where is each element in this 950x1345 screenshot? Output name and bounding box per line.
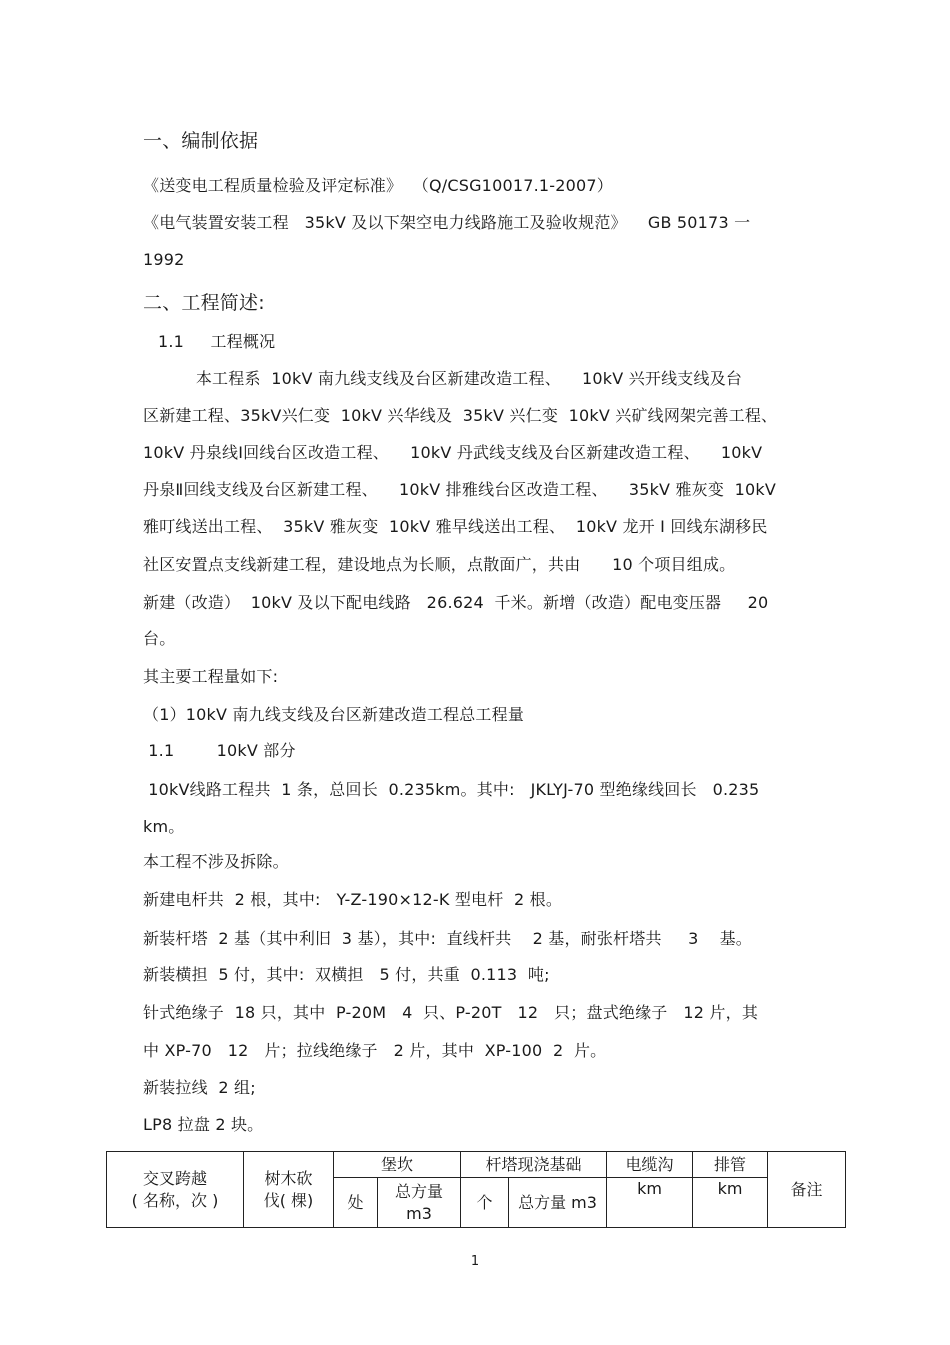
- page-number: 1: [470, 1254, 480, 1269]
- poles-note: 新建电杆共 2 根，其中: Y-Z-190×12-K 型电杆 2 根。: [143, 890, 563, 909]
- paragraph-line: 丹泉Ⅱ回线支线及台区新建工程、 10kV 排雅线台区改造工程、 35kV 雅灰变 10kV: [143, 480, 777, 499]
- works-item-1-1: 1.1 10kV 部分: [143, 741, 296, 760]
- line-works: 10kV线路工程共 1 条，总回长 0.235km。其中: JKLYJ-70 型绝缘线回长 0.235: [143, 780, 760, 799]
- insulators-note-cont: 中 XP-70 12 片；拉线绝缘子 2 片，其中 XP-100 2 片。: [143, 1041, 607, 1060]
- line-works-cont: km。: [143, 817, 185, 836]
- basis-item-1: 《送变电工程质量检验及评定标准》 （Q/CSG10017.1-2007）: [143, 176, 613, 195]
- basis-item-2: 《电气装置安装工程 35kV 及以下架空电力线路施工及验收规范》 GB 50173 一: [143, 213, 751, 232]
- header-foundation: 杆塔现浇基础: [461, 1152, 607, 1178]
- main-works-intro: 其主要工程量如下:: [143, 667, 279, 686]
- paragraph-line: 雅叮线送出工程、 35kV 雅灰变 10kV 雅早线送出工程、 10kV 龙开 Ⅰ 回线东湖移民: [143, 517, 768, 536]
- paragraph-line: 本工程系 10kV 南九线支线及台区新建改造工程、 10kV 兴开线支线及台: [143, 369, 743, 388]
- header-trees: [244, 1152, 334, 1228]
- towers-note: 新装杆塔 2 基（其中利旧 3 基），其中: 直线杆共 2 基，耐张杆塔共 3 基。: [143, 929, 753, 948]
- header-embankment-total: [378, 1178, 461, 1228]
- paragraph-line: 10kV 丹泉线Ⅰ回线台区改造工程、 10kV 丹武线支线及台区新建改造工程、 10kV: [143, 443, 763, 462]
- header-remark: 备注: [768, 1152, 846, 1228]
- quantities-table: [106, 1151, 846, 1228]
- header-crossing-sub: ( 名称，次 ): [131, 1190, 219, 1210]
- guys-note: 新装拉线 2 组;: [143, 1078, 256, 1097]
- paragraph-line: 区新建工程、35kV兴仁变 10kV 兴华线及 35kV 兴仁变 10kV 兴矿线网架完善工程、: [143, 406, 778, 425]
- section-heading-overview: 二、工程简述:: [143, 292, 265, 314]
- crossarms-note: 新装横担 5 付，其中: 双横担 5 付，共重 0.113 吨;: [143, 965, 550, 984]
- section-heading-basis: 一、编制依据: [143, 130, 259, 152]
- header-foundation-count: 个: [461, 1178, 509, 1228]
- subheading-overview: 1.1 工程概况: [158, 332, 276, 351]
- header-foundation-total: 总方量 m3: [509, 1178, 607, 1228]
- header-trees-sub: 伐( 棵): [263, 1190, 314, 1210]
- header-crossing-title: 交叉跨越: [142, 1168, 207, 1188]
- basis-item-2-cont: 1992: [143, 250, 185, 269]
- insulators-note: 针式绝缘子 18 只，其中 P-20M 4 只、P-20T 12 只；盘式绝缘子 12 片，其: [143, 1003, 759, 1022]
- demolition-note: 本工程不涉及拆除。: [143, 852, 289, 871]
- header-trees-title: 树木砍: [264, 1168, 313, 1188]
- header-cable-unit: km: [607, 1178, 693, 1228]
- header-embankment-places: 处: [334, 1178, 378, 1228]
- header-cable-trench: 电缆沟: [607, 1152, 693, 1178]
- paragraph-line: 台。: [143, 629, 176, 648]
- header-crossing: [107, 1152, 244, 1228]
- header-embankment-total-label: 总方量: [395, 1181, 444, 1201]
- works-item-1: （1）10kV 南九线支线及台区新建改造工程总工程量: [143, 705, 525, 724]
- paragraph-line: 新建（改造） 10kV 及以下配电线路 26.624 千米。新增（改造）配电变压器 20: [143, 593, 769, 612]
- header-embankment-total-unit: m3: [406, 1203, 432, 1223]
- header-pipe-unit: km: [693, 1178, 768, 1228]
- anchor-note: LP8 拉盘 2 块。: [143, 1115, 264, 1134]
- header-pipe: 排管: [693, 1152, 768, 1178]
- header-embankment: 堡坎: [334, 1152, 461, 1178]
- paragraph-line: 社区安置点支线新建工程，建设地点为长顺，点散面广，共由 10 个项目组成。: [143, 555, 736, 574]
